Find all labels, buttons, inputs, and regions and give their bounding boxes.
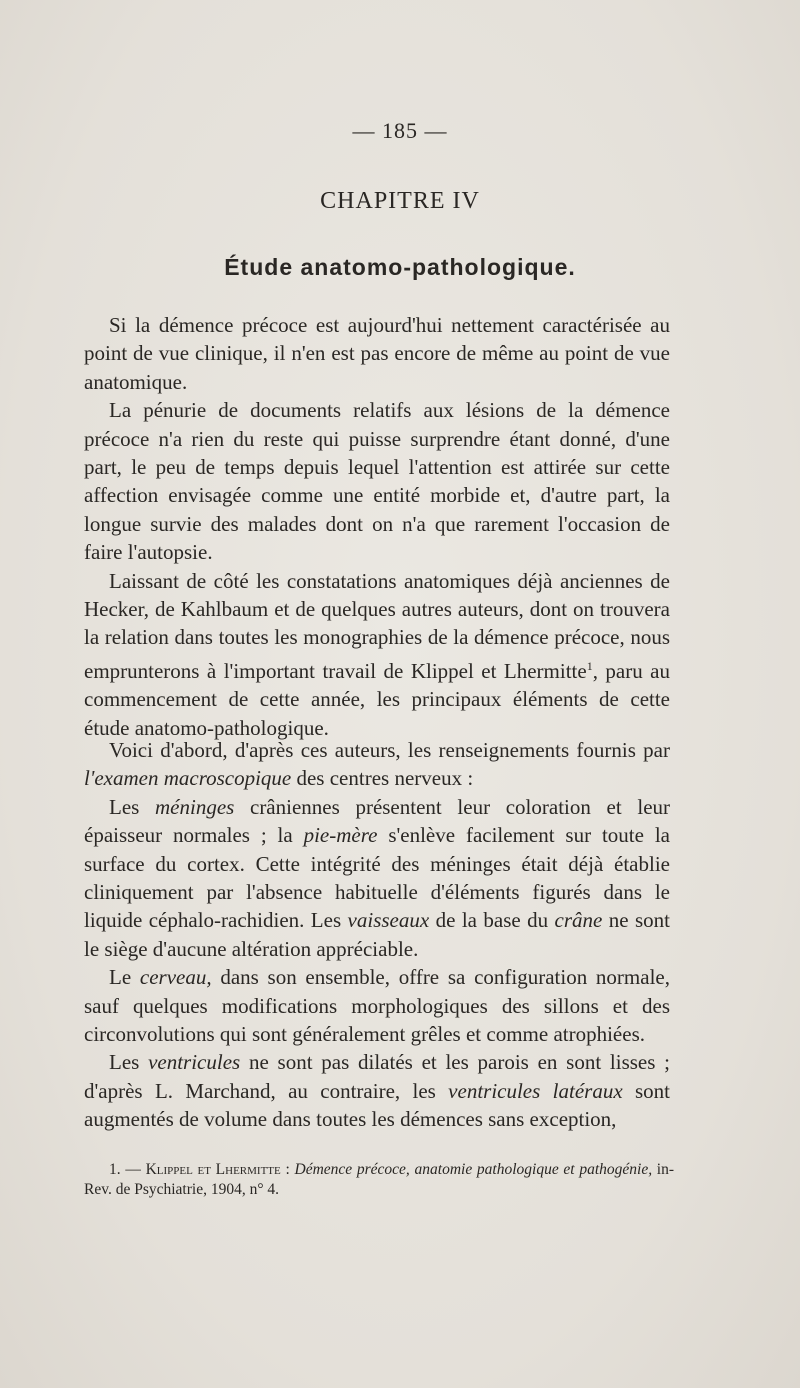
section-title: Étude anatomo-pathologique. [224,254,576,280]
paragraph-2: La pénurie de documents relatifs aux lésions de la démence précoce n'a rien du reste qui puisse surprendre étant donné, d'une part, le peu de temps depuis lequel l'attention est attirée sur cette affection envisagée comme une entité morbide et, d'autre part, la longue survie des malades dont on n'a que rarement l'occasion de faire l'autopsie. [84,398,670,565]
paragraph-1: Si la démence précoce est aujourd'hui nettement caractérisée au point de vue clinique, il n'en est pas encore de même au point de vue anatomique. [84,313,670,394]
paragraph-3: Laissant de côté les constatations anatomiques déjà anciennes de Hecker, de Kahlbaum et de quelques autres auteurs, dont on trouvera la relation dans toutes les monographies de la démence précoce, nous emprunterons à l'important travail de Klippel et Lhermitte$^1$, paru au commencement de cette année, les principaux éléments de cette étude anatomo-pathologique. [84,568,670,740]
paragraph-6: Le cerveau, dans son ensemble, offre sa configuration normale, sauf quelques modifications morphologiques des sillons et des circonvolutions qui sont généralement grêles et comme atrophiées. [84,965,670,1047]
footnote-ref: 1 [586,658,593,673]
footnote: 1. — Klippel et Lhermitte : Démence précoce, anatomie pathologique et pathogénie, in-Rev. de Psychiatrie, 1904, n° 4. [84,1161,675,1198]
paragraph-5: Les méninges crâniennes présentent leur coloration et leur épaisseur normales ; la pie-mère s'enlève facilement sur toute la surface du cortex. Cette intégrité des méninges était déjà établie cliniquement par l'absence habituelle d'éléments figurés dans le liquide céphalo-rachidien. Les vaisseaux de la base du crâne ne sont le siège d'aucune altération appréciable. [84,794,671,961]
paragraph-4: Voici d'abord, d'après ces auteurs, les renseignements fournis par l'examen macroscopique des centres nerveux : [84,738,670,791]
page-number: — 185 — [352,118,448,143]
chapter-title: CHAPITRE IV [320,188,480,214]
body-text-lower [84,736,670,1134]
body-text-upper [84,311,670,742]
paragraph-7: Les ventricules ne sont pas dilatés et les parois en sont lisses ; d'après L. Marchand, au contraire, les ventricules latéraux sont augmentés de volume dans toutes les démences sans exception, [84,1050,670,1132]
